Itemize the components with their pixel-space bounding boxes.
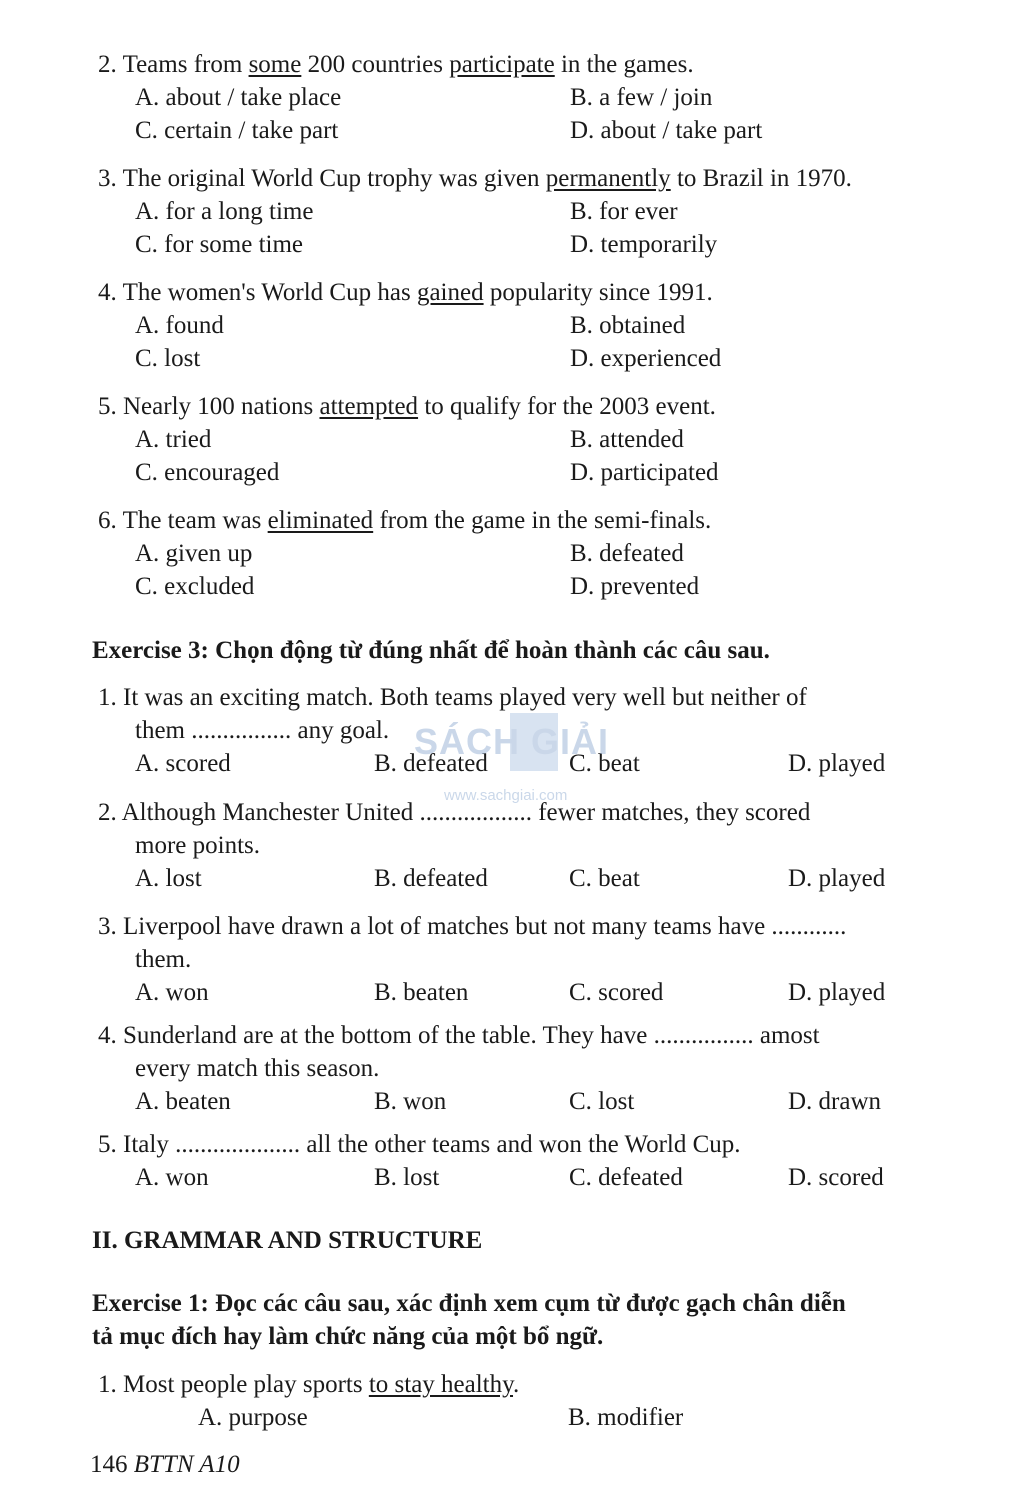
options-row: [98, 456, 988, 489]
options-row: [98, 570, 988, 603]
underlined-word: permanently: [545, 165, 671, 192]
underlined-word: gained: [416, 279, 484, 306]
options-row: [98, 1085, 988, 1118]
option-a: A. about / take place: [135, 84, 342, 111]
option-d: D. played: [788, 979, 886, 1006]
options-row: [98, 423, 988, 456]
watermark-logo: SÁCH GIẢI: [414, 721, 610, 762]
option-c: C. encouraged: [135, 459, 280, 486]
option-c: C. scored: [569, 979, 664, 1006]
underlined-word: attempted: [319, 393, 419, 420]
question-4: 4. The women's World Cup has gained popularity since 1991. A. found B. obtained C. lost D. experienced: [98, 276, 988, 375]
option-d: D. scored: [788, 1164, 884, 1191]
underlined-word: participate: [449, 51, 555, 78]
option-b: B. for ever: [570, 198, 678, 225]
option-b: B. defeated: [374, 750, 488, 777]
question-3: 3. The original World Cup trophy was given permanently to Brazil in 1970. A. for a long time B. for ever C. for some time D. temporarily: [98, 162, 988, 261]
watermark: [414, 705, 614, 804]
option-b: B. lost: [374, 1164, 440, 1191]
option-a: A. tried: [135, 426, 212, 453]
underlined-word: some: [248, 51, 302, 78]
option-c: C. beat: [569, 865, 640, 892]
options-row: [98, 114, 988, 147]
option-a: A. scored: [135, 750, 231, 777]
option-d: D. drawn: [788, 1088, 882, 1115]
option-d: D. participated: [570, 459, 719, 486]
option-a: A. purpose: [198, 1404, 308, 1431]
options-row: [98, 81, 988, 114]
option-a: A. for a long time: [135, 198, 314, 225]
option-a: A. won: [135, 979, 209, 1006]
options-row: [98, 342, 988, 375]
exercise-1-title: Exercise 1: Đọc các câu sau, xác định xem cụm từ được gạch chân diễn tả mục đích hay làm chức năng của một bổ ngữ.: [92, 1290, 846, 1350]
option-b: B. defeated: [374, 865, 488, 892]
options-row: [98, 309, 988, 342]
page-number: 146: [90, 1451, 128, 1478]
options-row: [98, 862, 988, 895]
ex3-question-4: 4. Sunderland are at the bottom of the table. They have ................ amost every match this season. A. beaten B. won C. lost D. drawn: [98, 1019, 988, 1118]
question-5: 5. Nearly 100 nations attempted to qualify for the 2003 event. A. tried B. attended C. encouraged D. participated: [98, 390, 988, 489]
option-d: D. about / take part: [570, 117, 763, 144]
option-b: B. attended: [570, 426, 684, 453]
options-row: [98, 537, 988, 570]
ex3-question-1: 1. It was an exciting match. Both teams played very well but neither of them ................ any goal. A. scored B. defeated C. beat D. played: [98, 681, 988, 780]
option-c: C. defeated: [569, 1164, 683, 1191]
option-b: B. obtained: [570, 312, 686, 339]
page-footer: [90, 1448, 240, 1481]
question-2: 2. Teams from some 200 countries participate in the games. A. about / take place B. a few / join C. certain / take part D. about / take part: [98, 48, 988, 147]
exercise-3-title: Exercise 3: Chọn động từ đúng nhất để hoàn thành các câu sau.: [92, 637, 770, 664]
option-b: B. modifier: [568, 1404, 684, 1431]
option-d: D. played: [788, 865, 886, 892]
option-d: D. played: [788, 750, 886, 777]
option-c: C. excluded: [135, 573, 255, 600]
option-b: B. defeated: [570, 540, 684, 567]
ex1-question-1: 1. Most people play sports to stay healthy. A. purpose B. modifier: [98, 1368, 988, 1434]
option-d: D. experienced: [570, 345, 722, 372]
option-c: C. lost: [569, 1088, 635, 1115]
question-6: 6. The team was eliminated from the game in the semi-finals. A. given up B. defeated C. excluded D. prevented: [98, 504, 988, 603]
underlined-phrase: to stay healthy: [368, 1371, 514, 1398]
option-b: B. a few / join: [570, 84, 713, 111]
option-a: A. won: [135, 1164, 209, 1191]
option-c: C. certain / take part: [135, 117, 339, 144]
option-a: A. beaten: [135, 1088, 231, 1115]
options-row: [98, 976, 988, 1009]
option-a: A. lost: [135, 865, 202, 892]
option-b: B. beaten: [374, 979, 469, 1006]
option-c: C. lost: [135, 345, 201, 372]
ex3-question-3: 3. Liverpool have drawn a lot of matches but not many teams have ............ them. A. won B. beaten C. scored D. played: [98, 910, 988, 1009]
ex3-question-2: 2. Although Manchester United .................. fewer matches, they scored more points. A. lost B. defeated C. beat D. played: [98, 796, 988, 895]
watermark-url: www.sachgiai.com: [444, 787, 568, 804]
option-c: C. beat: [569, 750, 640, 777]
ex3-question-5: 5. Italy .................... all the other teams and won the World Cup. A. won B. lost C. defeated D. scored: [98, 1128, 988, 1194]
book-title: BTTN A10: [133, 1451, 240, 1478]
option-d: D. temporarily: [570, 231, 718, 258]
options-row: [98, 1401, 988, 1434]
option-d: D. prevented: [570, 573, 700, 600]
section-title: II. GRAMMAR AND STRUCTURE: [92, 1227, 483, 1254]
underlined-word: eliminated: [267, 507, 374, 534]
options-row: [98, 228, 988, 261]
option-b: B. won: [374, 1088, 447, 1115]
options-row: [98, 195, 988, 228]
option-a: A. given up: [135, 540, 253, 567]
option-a: A. found: [135, 312, 224, 339]
options-row: [98, 1161, 988, 1194]
option-c: C. for some time: [135, 231, 304, 258]
